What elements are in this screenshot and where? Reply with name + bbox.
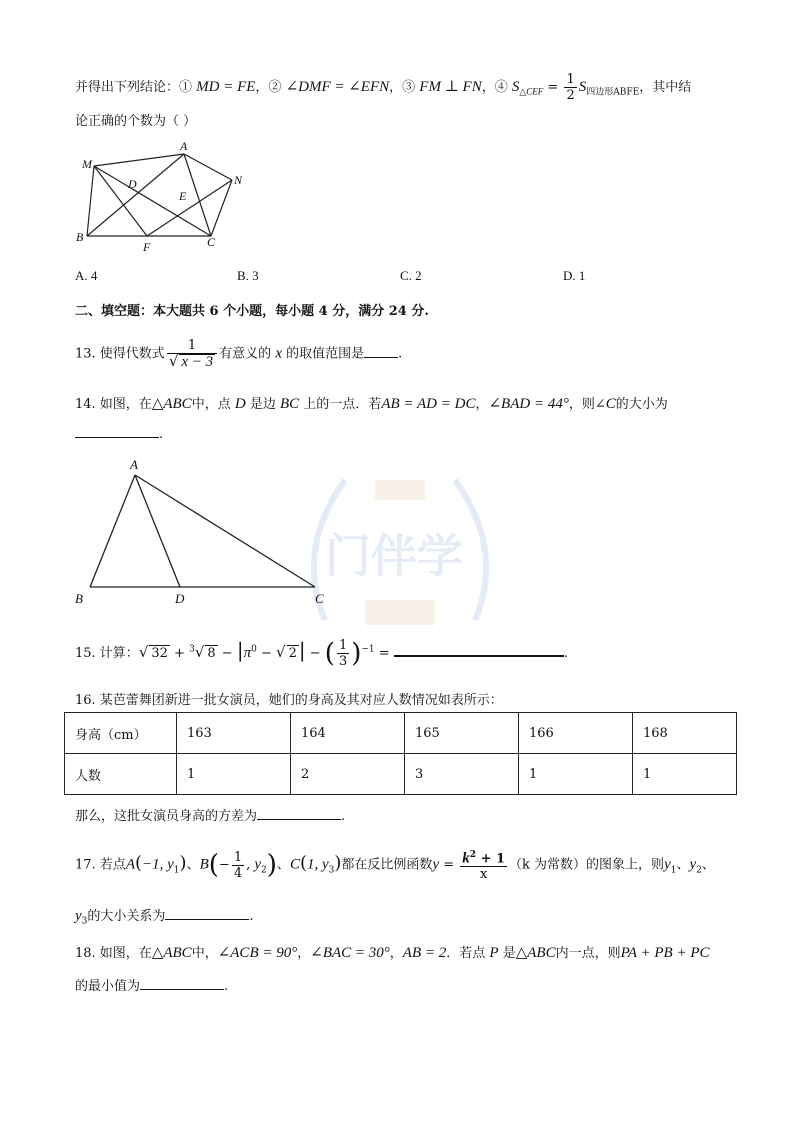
q13-num: 1: [187, 338, 197, 353]
q12-seg-MB: [87, 166, 94, 236]
q17-note: （k 为常数）的图象上，则: [509, 857, 665, 873]
q18-tri2: △ABC: [515, 945, 556, 961]
q14-end: .: [159, 427, 164, 442]
table-cell: 1: [177, 754, 291, 795]
q14-tri: △ABC: [151, 396, 192, 412]
q14-label-C: C: [315, 591, 324, 606]
q15: 15. 计算：√ 32 + $^3$√ $8 - |\pi^0$ − √ 2 | − ( $\frac{1}{3}$ )$^{-1}$ = .: [75, 638, 568, 669]
q12-label-M: M: [82, 157, 92, 171]
q12-c4-rhs-sub: 四边形ABFE: [586, 87, 640, 98]
q14-text-d: 上的一点．若: [303, 397, 382, 412]
q17-point-b-y: y: [254, 856, 262, 873]
choice-b: B. 3: [237, 268, 259, 283]
q12-suffix: ，其中结: [639, 80, 692, 95]
q15-t5-exp: −1: [361, 644, 375, 655]
q13-prefix: 13. 使得代数式: [75, 346, 165, 362]
q14-figure: [70, 455, 340, 610]
q12-c2: ∠DMF = ∠EFN: [285, 79, 390, 95]
q13-frac: [167, 338, 217, 370]
q12-c4-frac: [564, 72, 576, 103]
q18-end: .: [224, 979, 229, 994]
q14-bc: BC: [279, 396, 300, 412]
table-cell: 身高（cm）: [65, 713, 177, 754]
q17-sep1: 、: [186, 857, 200, 873]
q17-y1-sub: 1: [670, 865, 677, 876]
q14-line2: [75, 425, 163, 442]
q14-seg-AB: [90, 475, 135, 587]
q17-y3: y: [75, 908, 82, 924]
q14-sep: ，: [475, 397, 489, 412]
q16-answer-blank[interactable]: [257, 807, 341, 820]
q12-figure: [75, 140, 260, 255]
q17-func-k: k: [462, 850, 470, 867]
q12-seg-MC: [94, 166, 211, 236]
q18-e3: AB = 2: [402, 945, 447, 961]
q17-prefix: 17. 若点: [75, 857, 126, 873]
q18-text-d: 是: [502, 946, 516, 961]
q12-conclusions: [75, 72, 691, 103]
q17-func-num: [460, 848, 507, 866]
q17-point-b: B: [199, 856, 209, 873]
q16-end: .: [341, 809, 346, 824]
q16-follow: [75, 805, 345, 824]
q17-y: y: [432, 856, 440, 873]
q12-label-A: A: [180, 140, 188, 153]
table-cell: 166: [519, 713, 633, 754]
q18-answer-blank[interactable]: [140, 977, 224, 990]
q17-mid: 都在反比例函数: [341, 857, 433, 873]
q17-func-num-tail: + 1: [476, 851, 506, 867]
q17-line2-text: 的大小关系为: [87, 909, 166, 924]
q17-point-a-sub: 1: [173, 865, 180, 876]
q14-label-D: D: [175, 591, 185, 606]
q18-e1: ∠ACB = 90°: [217, 945, 298, 961]
q12-label-D: D: [128, 177, 137, 191]
q13-var: x: [275, 345, 282, 362]
q12-line2: 论正确的个数为（ ）: [75, 114, 197, 129]
q14-eq1: AB = AD = DC: [381, 396, 476, 412]
q14-label-B: B: [75, 591, 83, 606]
q15-answer-blank[interactable]: [394, 643, 564, 657]
table-cell: 1: [519, 754, 633, 795]
q12-c3: FM ⊥ FN: [419, 79, 482, 95]
q14-text-a: 14. 如图，在: [75, 397, 152, 412]
table-cell: 165: [405, 713, 519, 754]
q12-sep3: ，③: [389, 80, 420, 95]
q12-c4-den: 2: [566, 88, 575, 103]
table-row: [65, 754, 737, 795]
q17-y1: y: [664, 856, 671, 873]
q12-sep4: ，④: [481, 80, 512, 95]
q14-text-c: 是边: [249, 397, 276, 412]
q12-seg-MF: [94, 166, 147, 236]
q15-frac: [337, 638, 349, 669]
q12-seg-MA: [94, 154, 184, 166]
q12-seg-AB: [87, 154, 184, 236]
q14-c: C: [605, 396, 616, 412]
q15-t3-exp: 0: [251, 644, 257, 655]
q17-y2-sub: 2: [696, 865, 702, 876]
table-row: [65, 713, 737, 754]
q13-answer-blank[interactable]: [364, 345, 398, 358]
q12-prefix: 并得出下列结论：①: [75, 80, 197, 95]
choice-c: C. 2: [400, 268, 422, 283]
q17-point-c-args: 1, y: [306, 856, 329, 873]
q13-suffix-a: 有意义的: [219, 346, 272, 362]
table-cell: 3: [405, 754, 519, 795]
q12-label-N: N: [234, 173, 243, 187]
q17-line2: [75, 905, 254, 927]
q15-t3: π: [243, 645, 252, 661]
table-cell: 人数: [65, 754, 177, 795]
q16-text: 16. 某芭蕾舞团新进一批女演员，她们的身高及其对应人数情况如表所示：: [75, 693, 503, 708]
q14-label-A: A: [130, 457, 138, 472]
q12-label-E: E: [179, 189, 187, 203]
q13-end: .: [398, 346, 403, 362]
q16-follow-text: 那么，这批女演员身高的方差为: [75, 809, 258, 824]
q12-sep2: ，②: [255, 80, 286, 95]
q15-end: .: [563, 646, 568, 661]
q17-end: .: [249, 909, 254, 924]
q18-expr: PA + PB + PC: [620, 945, 710, 961]
q12-label-F: F: [143, 240, 151, 254]
q15-t2: 8: [207, 646, 216, 661]
q18-line2: [75, 975, 228, 994]
q14-eq2: ∠BAD = 44°: [488, 396, 569, 412]
q14-text-e: ，则∠: [568, 397, 606, 412]
q18-e2: ∠BAC = 30°: [310, 945, 390, 961]
q18-line2-text: 的最小值为: [75, 979, 141, 994]
q13-suffix-b: 的取值范围是: [286, 346, 365, 362]
q17-point-a-args: −1, y: [142, 856, 174, 873]
q12-seg-FN: [147, 180, 232, 236]
q17-y2: y: [689, 856, 697, 873]
q17-func-den: x: [460, 866, 507, 882]
table-cell: 163: [177, 713, 291, 754]
q15-prefix: 15. 计算：: [75, 646, 139, 661]
q14: [75, 393, 668, 413]
q15-t2-index: 3: [189, 644, 195, 655]
q12-label-C: C: [207, 235, 216, 249]
q17-point-b-den: 4: [233, 865, 243, 881]
q17-eq: =: [439, 857, 459, 873]
q14-text-b: 中，点: [191, 397, 231, 412]
q17-point-b-frac: [232, 850, 244, 881]
q18-text-b: 中，: [191, 946, 218, 961]
table-cell: 168: [633, 713, 737, 754]
q15-t5-num: 1: [338, 638, 348, 653]
q14-text-f: 的大小为: [615, 397, 668, 412]
q13-den-var: x − 3: [181, 354, 214, 370]
q12-c4-lhs: S: [511, 79, 520, 95]
q17-answer-blank[interactable]: [165, 907, 249, 920]
q13-den: √ x − 3: [167, 353, 217, 370]
q18-tri: △ABC: [151, 945, 192, 961]
q12-c1: MD = FE: [196, 79, 256, 95]
q17-point-c-sub: 3: [328, 865, 335, 876]
q17-point-b-num: 1: [233, 849, 243, 865]
q17-point-a: A: [125, 856, 135, 873]
table-cell: 2: [291, 754, 405, 795]
q18-p: P: [489, 945, 499, 961]
q18: 18. 如图，在△ABC中，∠ACB = 90°，∠BAC = 30°，AB = 2．若点 P 是△ABC内一点，则PA + PB + PC: [75, 945, 710, 961]
q15-t4: 2: [288, 646, 297, 661]
q17-point-c: C: [289, 856, 300, 873]
q15-t1: 32: [151, 646, 168, 661]
q16-table: [64, 712, 737, 795]
q17-point-b-sub: 2: [261, 865, 267, 876]
q14-seg-AD: [135, 475, 180, 587]
q17-func-k-sup: 2: [469, 850, 477, 860]
watermark-text: 门伴学: [325, 529, 463, 583]
q15-t5-den: 3: [338, 654, 348, 669]
choice-d: D. 1: [563, 268, 586, 283]
q12-c4-lhs-sub: △CEF: [519, 86, 544, 97]
choice-a: A. 4: [75, 268, 98, 283]
q13: [75, 338, 402, 370]
table-cell: 164: [291, 713, 405, 754]
q12-c4-rhs: S: [578, 79, 587, 95]
q12-c4-num: 1: [566, 72, 575, 87]
q18-text-c: ．若点: [446, 946, 486, 961]
q17-sep2: 、: [276, 857, 290, 873]
q12-label-B: B: [76, 230, 84, 244]
table-cell: 1: [633, 754, 737, 795]
section2-heading: 二、填空题：本大题共 6 个小题，每小题 4 分，满分 24 分.: [75, 304, 429, 319]
q12-seg-NC: [211, 180, 232, 236]
q18-text-a: 18. 如图，在: [75, 946, 152, 961]
q14-seg-AC: [135, 475, 315, 587]
q18-text-e: 内一点，则: [555, 946, 621, 961]
q12-c4-eq: =: [543, 80, 563, 95]
q17-y3-sub: 3: [81, 916, 88, 927]
q17: 17. 若点A(−1, $y_1$)、B(− $\frac{1}{4}$ , $y_2$)、C(1, $y_3$)都在反比例函数y = $\frac{k^2 + 1}{x}$ （k 为常数）的图象上，则$y_1$、$y_2$、: [75, 849, 715, 883]
q17-func-frac: [460, 848, 507, 882]
q14-answer-blank[interactable]: [75, 425, 159, 438]
q14-d: D: [234, 396, 246, 412]
